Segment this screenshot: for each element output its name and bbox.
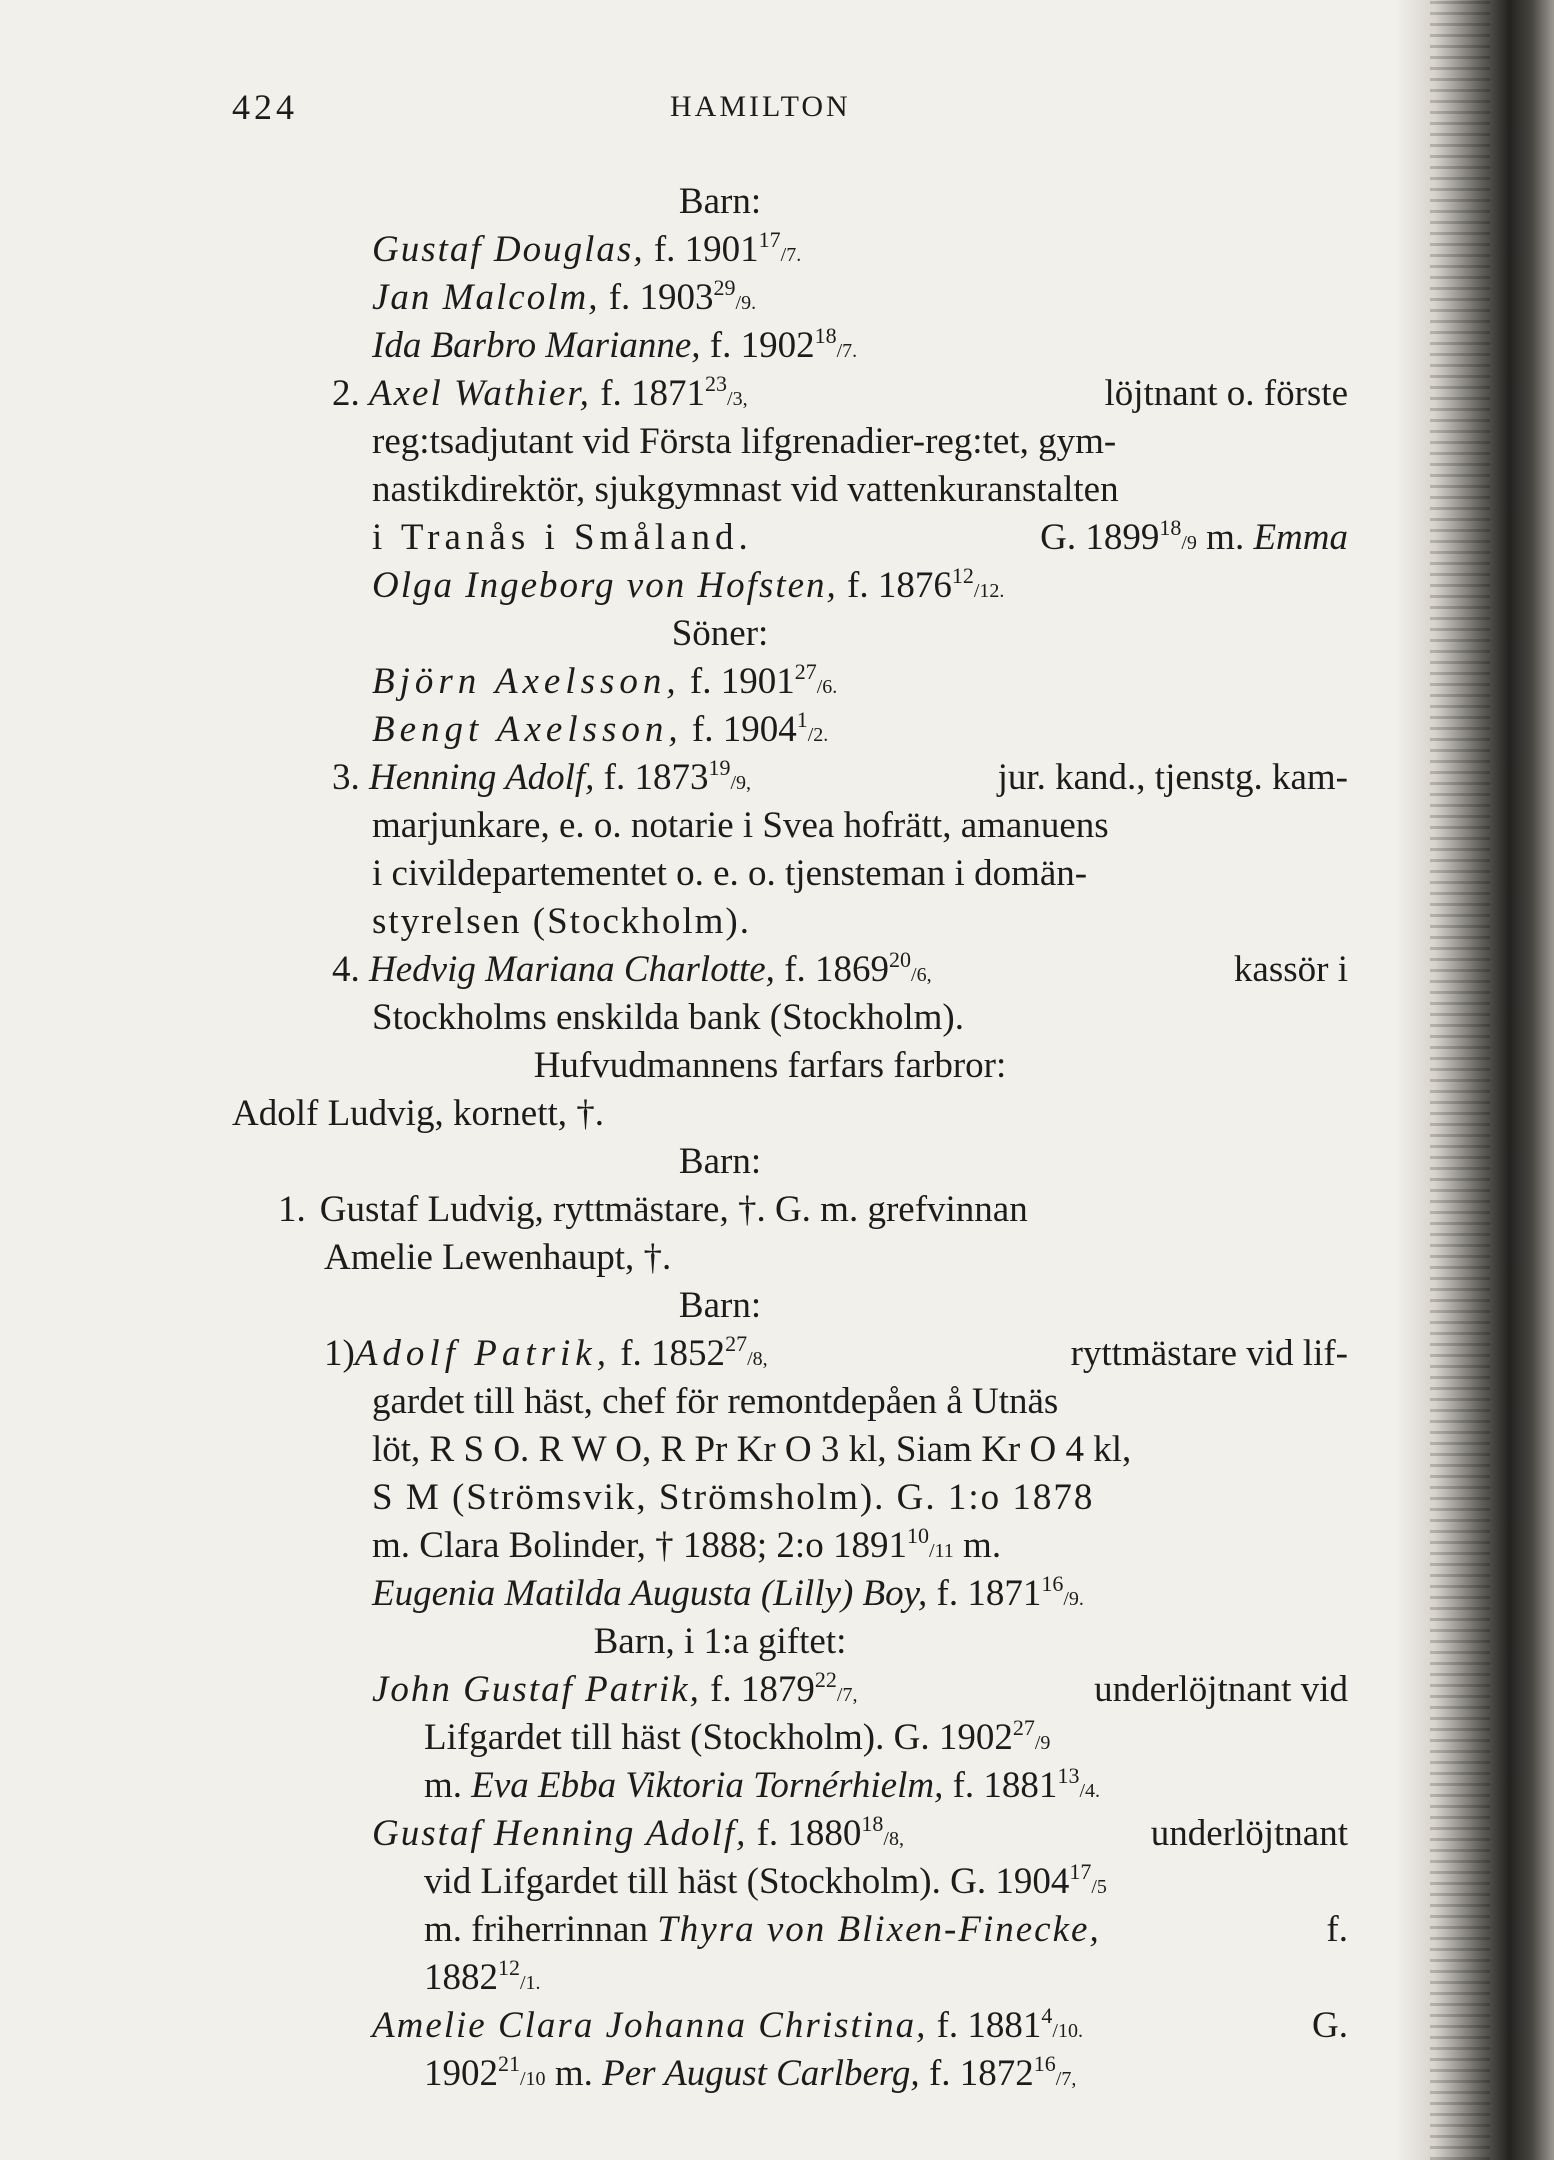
entry-henning-text-2: marjunkare, e. o. notarie i Svea hofrätt, amanuens — [372, 805, 1109, 846]
entry-gh-text-4: 1882$^{12}$/1. — [424, 1955, 541, 1998]
entry-adolf-patrik-text-3: löt, R S O. R W O, R Pr Kr O 3 kl, Siam Kr O 4 kl, — [372, 1429, 1132, 1470]
entry-adolf-patrik-text-4: S M (Strömsvik, Strömsholm). G. 1:o 1878 — [372, 1477, 1095, 1518]
entry-adolf-patrik: 1)Adolf Patrik, f. 1852$^{27}$/8, ryttmästare vid lif- — [324, 1331, 1348, 1374]
entry-amelie-clara: Amelie Clara Johanna Christina, f. 1881$^4$/10. G. — [372, 2003, 1348, 2046]
page-number: 424 — [232, 87, 298, 127]
section-heading-barn-3: Barn: — [678, 1285, 762, 1326]
page-header — [232, 86, 892, 136]
section-heading-barn: Barn: — [678, 181, 762, 222]
entry-henning-text-4: styrelsen (Stockholm). — [372, 901, 752, 942]
entry-axel-text-2: reg:tsadjutant vid Första lifgrenadier-reg:tet, gym- — [372, 421, 1117, 462]
entry-amelie-text-2: 1902$^{21}$/10 m. Per August Carlberg, f. 1872$^{16}$/7, — [424, 2051, 1077, 2094]
entry-adolf-patrik-text-2: gardet till häst, chef för remontdepåen å Utnäs — [372, 1381, 1059, 1422]
entry-john-text-2: Lifgardet till häst (Stockholm). G. 1902$^{27}$/9 — [424, 1715, 1051, 1758]
section-heading-hufvudmannens: Hufvudmannens farfars farbror: — [533, 1045, 1007, 1086]
binding-texture — [1430, 0, 1490, 2160]
entry-henning-adolf: 3. Henning Adolf, f. 1873$^{19}$/9, jur. kand., tjenstg. kam- — [332, 755, 1348, 798]
entry-john-spouse: m. Eva Ebba Viktoria Tornérhielm, f. 1881$^{13}$/4. — [424, 1763, 1100, 1806]
section-heading-soner: Söner: — [671, 613, 769, 654]
entry-gustaf-douglas: Gustaf Douglas, f. 1901$^{17}$/7. — [372, 227, 802, 270]
entry-ida-barbro: Ida Barbro Marianne, f. 1902$^{18}$/7. — [372, 323, 858, 366]
entry-axel-text-4: i Tranås i Småland. G. 1899$^{18}$/9 m. Emma — [372, 515, 1348, 558]
entry-adolf-patrik-spouse: Eugenia Matilda Augusta (Lilly) Boy, f. 1871$^{16}$/9. — [372, 1571, 1084, 1614]
running-title: HAMILTON — [670, 90, 851, 123]
entry-henning-text-3: i civildepartementet o. e. o. tjensteman i domän- — [372, 853, 1088, 894]
entry-john-gustaf-patrik: John Gustaf Patrik, f. 1879$^{22}$/7, underlöjtnant vid — [372, 1667, 1348, 1710]
entry-gh-spouse: m. friherrinnan Thyra von Blixen-Finecke, f. — [424, 1909, 1348, 1950]
section-heading-barn-giftet: Barn, i 1:a giftet: — [593, 1621, 847, 1662]
entry-hedvig-text-2: Stockholms enskilda bank (Stockholm). — [372, 997, 964, 1038]
entry-axel-wathier: 2. Axel Wathier, f. 1871$^{23}$/3, löjtnant o. förste — [332, 371, 1348, 414]
entry-gustaf-ludvig: 1. Gustaf Ludvig, ryttmästare, †. G. m. grefvinnan — [278, 1189, 1028, 1230]
entry-jan-malcolm: Jan Malcolm, f. 1903$^{29}$/9. — [372, 275, 757, 318]
entry-bjorn: Björn Axelsson, f. 1901$^{27}$/6. — [372, 659, 838, 702]
entry-gustaf-henning-adolf: Gustaf Henning Adolf, f. 1880$^{18}$/8, underlöjtnant — [372, 1811, 1348, 1854]
entry-adolf-ludvig: Adolf Ludvig, kornett, †. — [232, 1093, 605, 1134]
entry-axel-spouse: Olga Ingeborg von Hofsten, f. 1876$^{12}$/12. — [372, 563, 1005, 606]
entry-gh-text-2: vid Lifgardet till häst (Stockholm). G. 1904$^{17}$/5 — [424, 1859, 1107, 1902]
entry-adolf-patrik-text-5: m. Clara Bolinder, † 1888; 2:o 1891$^{10}$/11 m. — [372, 1523, 1002, 1566]
section-heading-barn-2: Barn: — [678, 1141, 762, 1182]
entry-gustaf-ludvig-text-2: Amelie Lewenhaupt, †. — [324, 1237, 672, 1278]
entry-axel-text-3: nastikdirektör, sjukgymnast vid vattenkuranstalten — [372, 469, 1119, 510]
entry-bengt: Bengt Axelsson, f. 1904$^1$/2. — [372, 707, 829, 750]
entry-hedvig: 4. Hedvig Mariana Charlotte, f. 1869$^{20}$/6, kassör i — [332, 947, 1348, 990]
